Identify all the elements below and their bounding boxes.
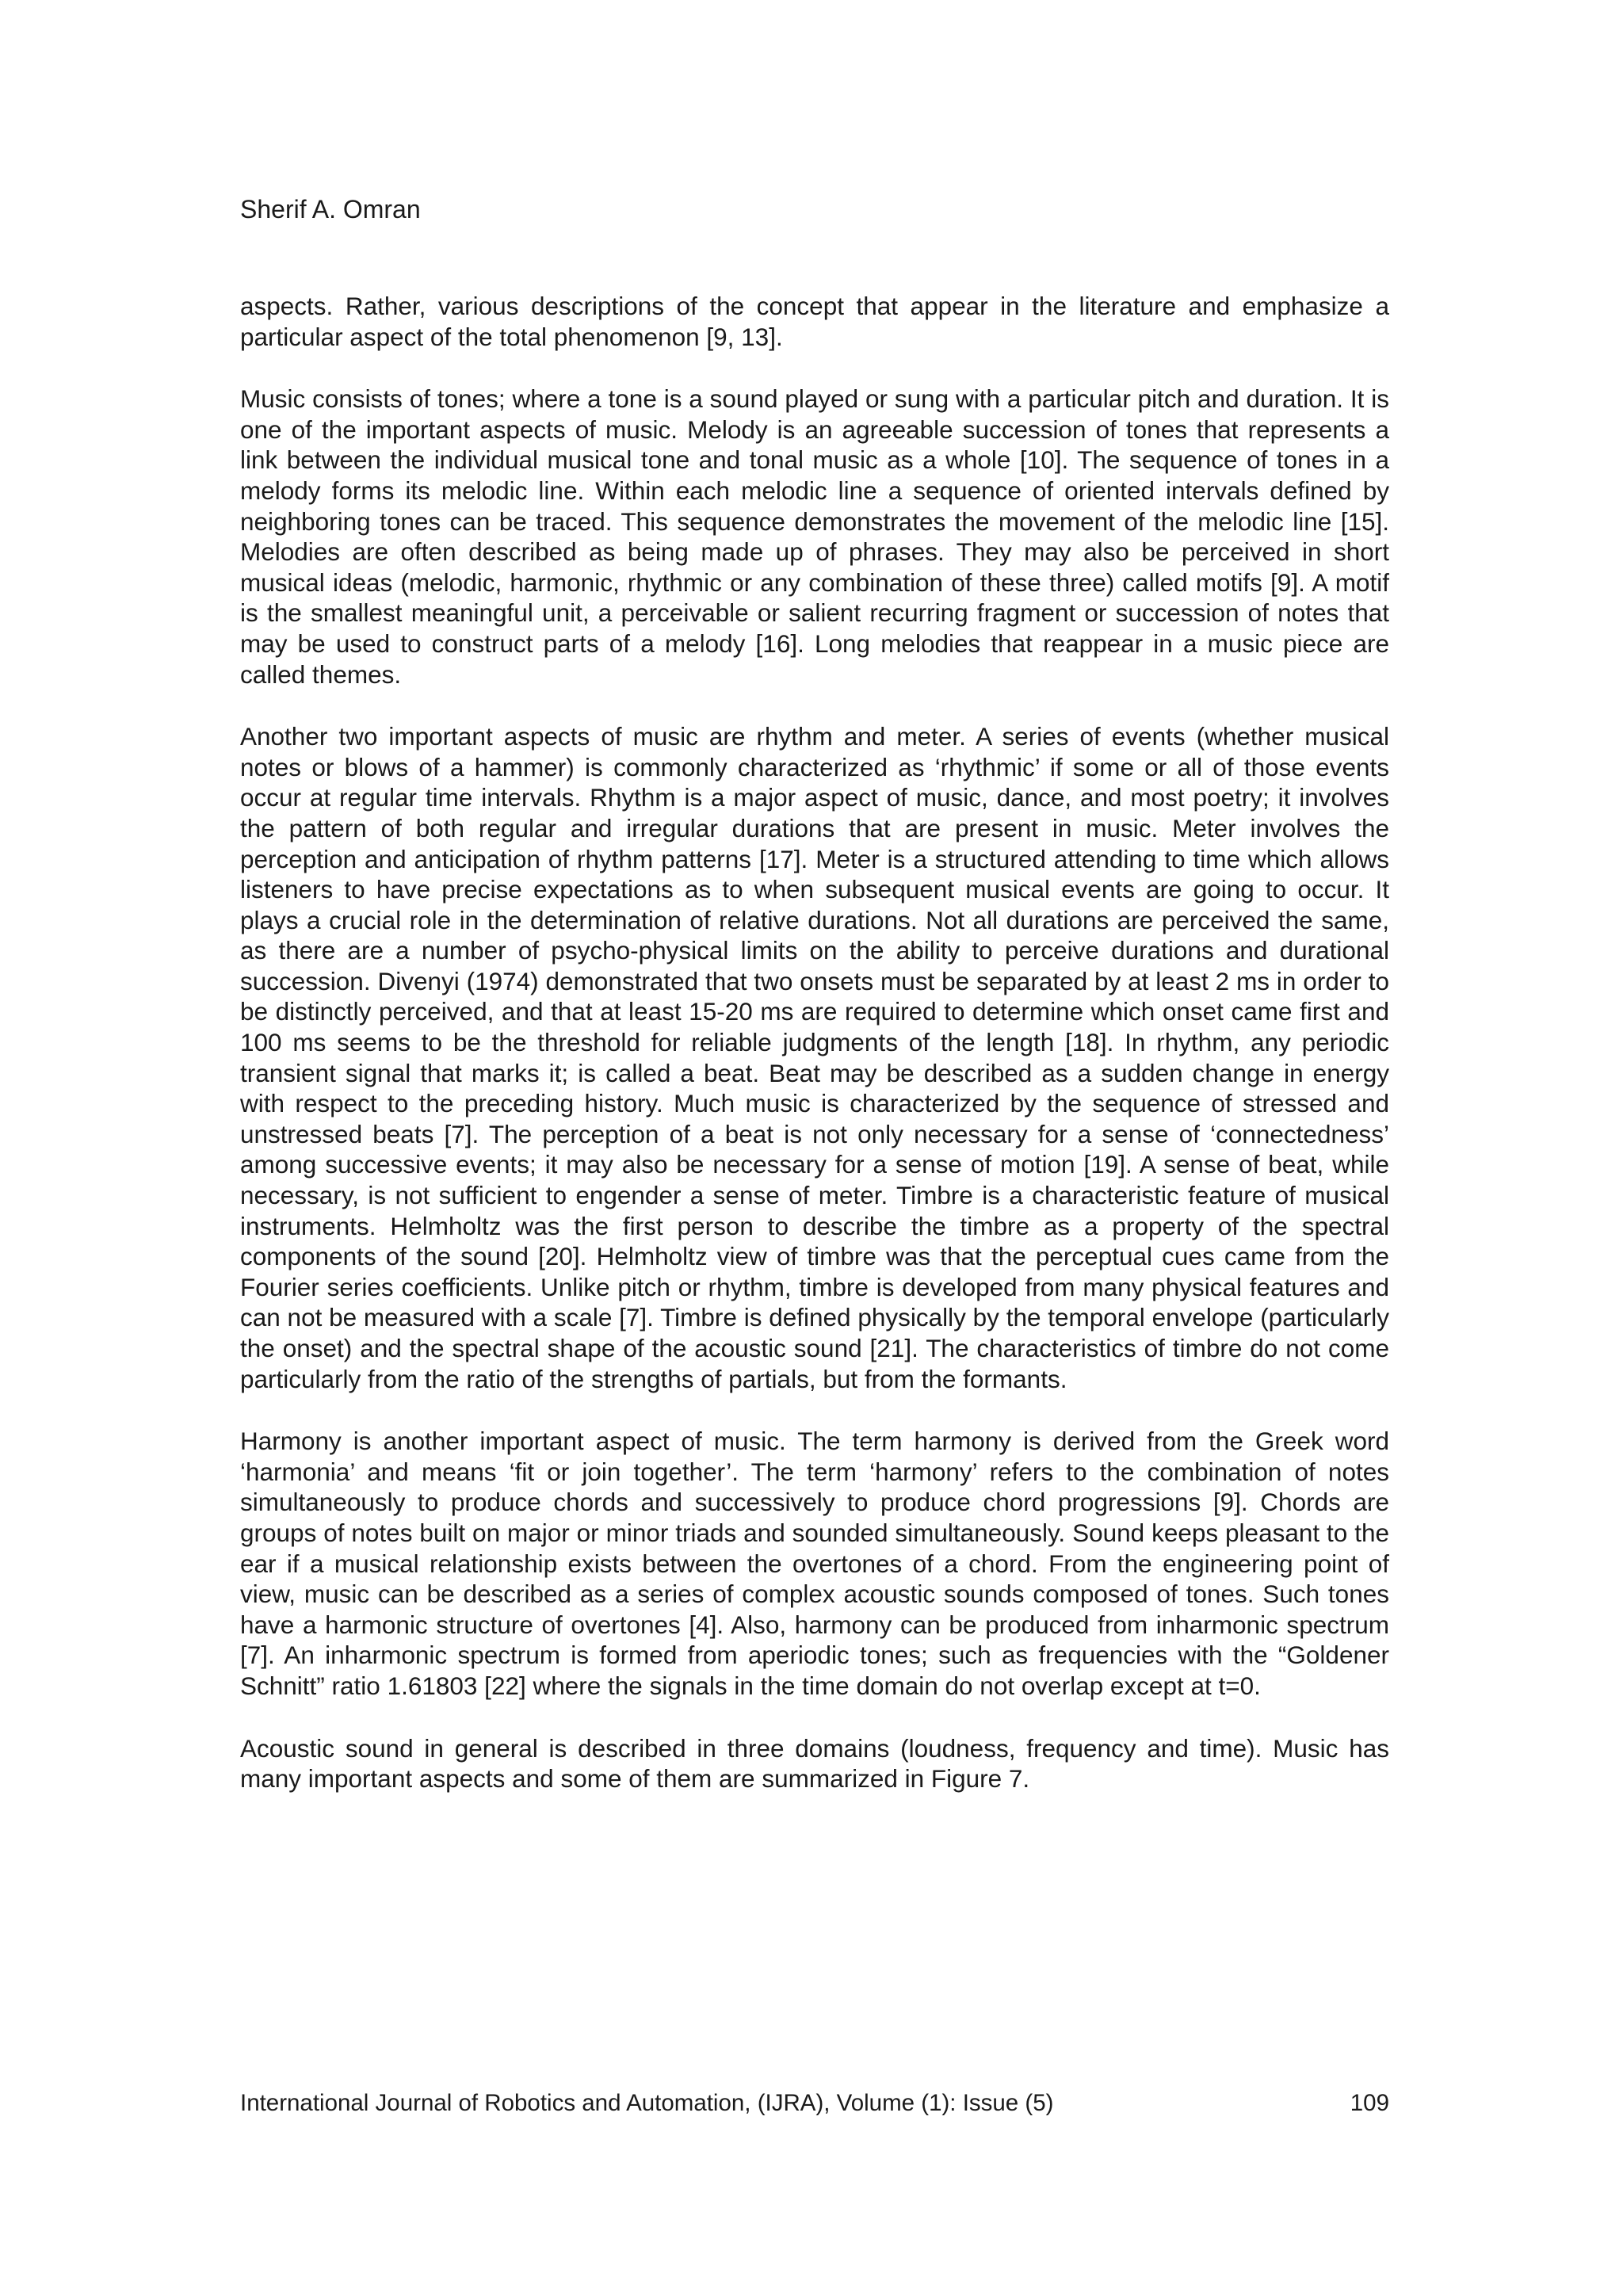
paragraph: Music consists of tones; where a tone is a sound played or sung with a particular pitch and duration. It is one of the important aspects of music. Melody is an agreeable succession of tones that represents a link between the individual musical tone and tonal music as a whole [10]. The sequence of tones in a melody forms its melodic line. Within each melodic line a sequence of oriented intervals defined by neighboring tones can be traced. This sequence demonstrates the movement of the melodic line [15]. Melodies are often described as being made up of phrases. They may also be perceived in short musical ideas (melodic, harmonic, rhythmic or any combination of these three) called motifs [9]. A motif is the smallest meaningful unit, a perceivable or salient recurring fragment or succession of notes that may be used to construct parts of a melody [16]. Long melodies that reappear in a music piece are called themes.: [240, 384, 1389, 689]
body-text: [240, 291, 1389, 1826]
paragraph: Harmony is another important aspect of music. The term harmony is derived from the Greek word ‘harmonia’ and means ‘fit or join together’. The term ‘harmony’ refers to the combination of notes simultaneously to produce chords and successively to produce chord progressions [9]. Chords are groups of notes built on major or minor triads and sounded simultaneously. Sound keeps pleasant to the ear if a musical relationship exists between the overtones of a chord. From the engineering point of view, music can be described as a series of complex acoustic sounds composed of tones. Such tones have a harmonic structure of overtones [4]. Also, harmony can be produced from inharmonic spectrum [7]. An inharmonic spectrum is formed from aperiodic tones; such as frequencies with the “Goldener Schnitt” ratio 1.61803 [22] where the signals in the time domain do not overlap except at t=0.: [240, 1427, 1389, 1700]
paragraph: Acoustic sound in general is described in three domains (loudness, frequency and time). Music has many important aspects and some of them are summarized in Figure 7.: [240, 1733, 1389, 1794]
footer-journal-citation: International Journal of Robotics and Automation, (IJRA), Volume (1): Issue (5): [240, 2090, 1054, 2116]
page-number: 109: [1350, 2090, 1389, 2116]
paragraph: Another two important aspects of music are rhythm and meter. A series of events (whether musical notes or blows of a hammer) is commonly characterized as ‘rhythmic’ if some or all of those events occur at regular time intervals. Rhythm is a major aspect of music, dance, and most poetry; it involves the pattern of both regular and irregular durations that are present in music. Meter involves the perception and anticipation of rhythm patterns [17]. Meter is a structured attending to time which allows listeners to have precise expectations as to when subsequent musical events are going to occur. It plays a crucial role in the determination of relative durations. Not all durations are perceived the same, as there are a number of psycho-physical limits on the ability to perceive durations and durational succession. Divenyi (1974) demonstrated that two onsets must be separated by at least 2 ms in order to be distinctly perceived, and that at least 15-20 ms are required to determine which onset came first and 100 ms seems to be the threshold for reliable judgments of the length [18]. In rhythm, any periodic transient signal that marks it; is called a beat. Beat may be described as a sudden change in energy with respect to the preceding history. Much music is characterized by the sequence of stressed and unstressed beats [7]. The perception of a beat is not only necessary for a sense of ‘connectedness’ among successive events; it may also be necessary for a sense of motion [19]. A sense of beat, while necessary, is not sufficient to engender a sense of meter. Timbre is a characteristic feature of musical instruments. Helmholtz was the first person to describe the timbre as a property of the spectral components of the sound [20]. Helmholtz view of timbre was that the perceptual cues came from the Fourier series coefficients. Unlike pitch or rhythm, timbre is developed from many physical features and can not be measured with a scale [7]. Timbre is defined physically by the temporal envelope (particularly the onset) and the spectral shape of the acoustic sound [21]. The characteristics of timbre do not come particularly from the ratio of the strengths of partials, but from the formants.: [240, 722, 1389, 1393]
running-head-author: Sherif A. Omran: [240, 195, 421, 223]
paragraph: aspects. Rather, various descriptions of the concept that appear in the literature and emphasize a particular aspect of the total phenomenon [9, 13].: [240, 292, 1389, 351]
